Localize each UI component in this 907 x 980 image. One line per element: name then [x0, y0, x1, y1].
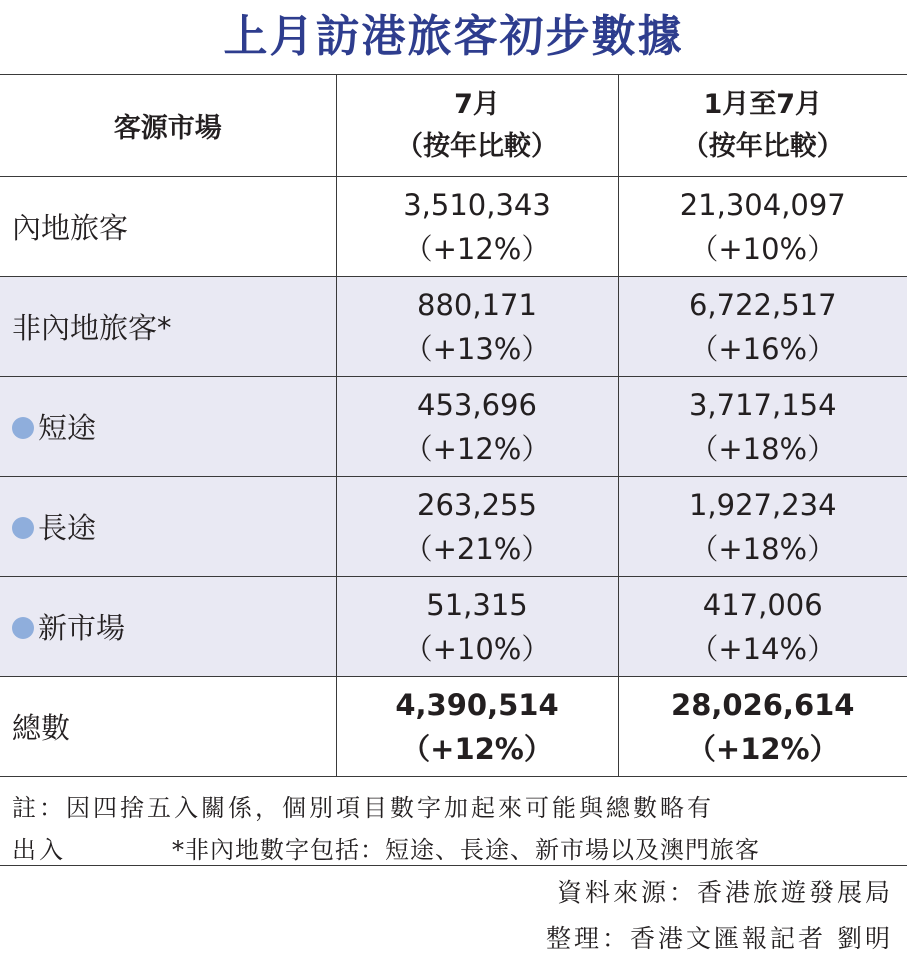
- ytd-value: 1,927,234: [688, 487, 837, 522]
- ytd-value: 3,717,154: [688, 387, 837, 422]
- row-label: 長途: [38, 511, 97, 545]
- source-credit: 資料來源：香港旅遊發展局: [556, 878, 893, 907]
- header-ytd-title: 1月至7月: [703, 88, 823, 120]
- july-value: 4,390,514: [395, 687, 559, 722]
- ytd-change: （+12%）: [686, 731, 839, 766]
- ytd-change: （+10%）: [689, 231, 837, 266]
- table-header-row: [0, 75, 907, 177]
- july-change: （+12%）: [401, 731, 553, 766]
- header-july: [336, 75, 618, 177]
- july-change: （+10%）: [403, 631, 551, 666]
- july-change: （+12%）: [403, 431, 551, 466]
- credits: [0, 865, 907, 962]
- ytd-value: 417,006: [702, 587, 823, 622]
- ytd-cell: [618, 477, 907, 577]
- july-value: 51,315: [426, 587, 528, 622]
- july-value: 3,510,343: [403, 187, 551, 222]
- july-value: 453,696: [417, 387, 537, 422]
- row-label: 短途: [38, 411, 97, 445]
- ytd-change: （+18%）: [689, 431, 837, 466]
- footnote: [0, 777, 907, 865]
- row-label: 新市場: [38, 611, 126, 645]
- ytd-value: 21,304,097: [679, 187, 846, 222]
- header-market: 客源市場: [0, 75, 336, 177]
- page-title: 上月訪港旅客初步數據: [223, 11, 684, 62]
- bullet-icon: [12, 417, 34, 439]
- ytd-cell: [618, 177, 907, 277]
- ytd-cell: [618, 377, 907, 477]
- table-row-total: [0, 677, 907, 777]
- ytd-change: （+16%）: [689, 331, 837, 366]
- bullet-icon: [12, 617, 34, 639]
- july-change: （+13%）: [403, 331, 551, 366]
- ytd-value: 28,026,614: [671, 687, 855, 722]
- july-cell: [336, 677, 618, 777]
- table-row-non-mainland: [0, 277, 907, 377]
- table-row-new-markets: [0, 577, 907, 677]
- footnote-line-2a: 出入: [12, 836, 66, 864]
- july-change: （+21%）: [403, 531, 551, 566]
- july-value: 263,255: [417, 487, 537, 522]
- visitor-stats-table: [0, 74, 907, 776]
- header-ytd: [618, 75, 907, 177]
- july-cell: [336, 477, 618, 577]
- row-label: 非內地旅客*: [0, 277, 336, 377]
- july-cell: [336, 377, 618, 477]
- ytd-value: 6,722,517: [688, 287, 837, 322]
- compiler-credit: 整理：香港文匯報記者 劉明: [546, 924, 893, 953]
- header-july-sub: （按年比較）: [396, 130, 558, 162]
- bullet-icon: [12, 517, 34, 539]
- july-value: 880,171: [417, 287, 537, 322]
- july-cell: [336, 277, 618, 377]
- header-ytd-sub: （按年比較）: [681, 130, 844, 162]
- july-change: （+12%）: [403, 231, 551, 266]
- july-cell: [336, 177, 618, 277]
- ytd-cell: [618, 577, 907, 677]
- july-cell: [336, 577, 618, 677]
- row-label: 內地旅客: [0, 177, 336, 277]
- ytd-cell: [618, 677, 907, 777]
- footnote-line-2b: *非內地數字包括：短途、長途、新市場以及澳門旅客: [172, 836, 760, 864]
- ytd-change: （+18%）: [689, 531, 837, 566]
- table-row-mainland: [0, 177, 907, 277]
- table-row-short-haul: [0, 377, 907, 477]
- row-label-cell: [0, 577, 336, 677]
- row-label-cell: [0, 377, 336, 477]
- row-label: 總數: [0, 677, 336, 777]
- table-row-long-haul: [0, 477, 907, 577]
- ytd-cell: [618, 277, 907, 377]
- header-july-title: 7月: [454, 88, 500, 120]
- ytd-change: （+14%）: [689, 631, 837, 666]
- footnote-line-1: 註：因四捨五入關係，個別項目數字加起來可能與總數略有: [12, 794, 714, 822]
- row-label-cell: [0, 477, 336, 577]
